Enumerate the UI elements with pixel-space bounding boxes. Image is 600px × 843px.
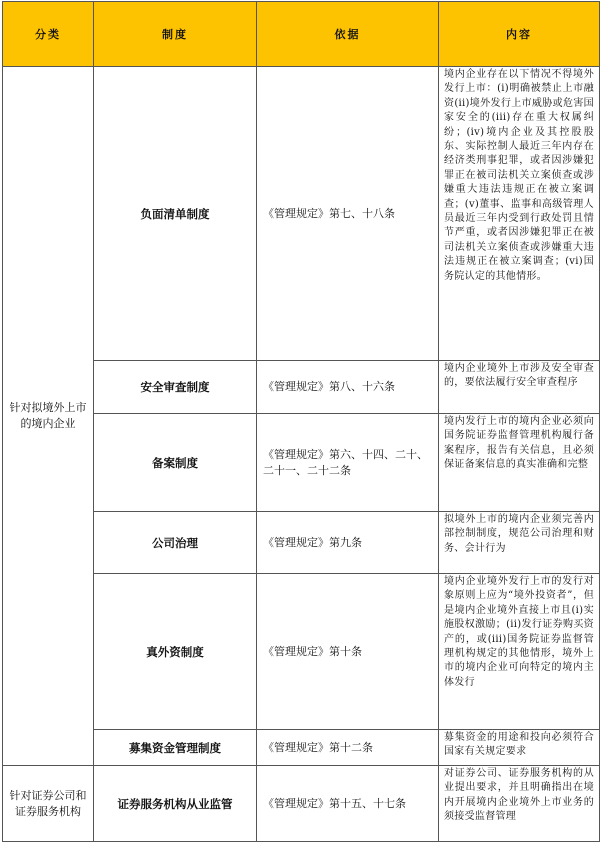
content-cell: 境内企业境外发行上市的发行对象原则上应为“境外投资者”，但是境内企业境外直接上市且(i)实施股权激励；(ii)发行证券购买资产的，或(iii)国务院证券监督管理机构规定的其他情形，境外上市的境内企业可向特定的境内主体发行	[439, 574, 600, 730]
content-cell: 境内企业境外上市涉及安全审查的，要依法履行安全审查程序	[439, 361, 600, 414]
system-cell: 安全审查制度	[94, 361, 257, 414]
table-row	[3, 766, 600, 842]
header-row	[3, 2, 600, 67]
header-content: 内容	[439, 2, 600, 67]
basis-cell: 《管理规定》第十五、十七条	[257, 766, 439, 842]
basis-cell: 《管理规定》第十条	[257, 574, 439, 730]
basis-cell: 《管理规定》第十二条	[257, 730, 439, 766]
basis-cell: 《管理规定》第八、十六条	[257, 361, 439, 414]
content-cell: 拟境外上市的境内企业须完善内部控制制度，规范公司治理和财务、会计行为	[439, 512, 600, 574]
content-cell: 境内发行上市的境内企业必须向国务院证券监督管理机构履行备案程序，报告有关信息，且必须保证备案信息的真实准确和完整	[439, 414, 600, 512]
content-cell: 对证券公司、证券服务机构的从业提出要求，并且明确指出在境内开展境内企业境外上市业务的须接受监督管理	[439, 766, 600, 842]
header-category: 分类	[3, 2, 94, 67]
system-cell: 证券服务机构从业监管	[94, 766, 257, 842]
header-system: 制度	[94, 2, 257, 67]
system-cell: 负面清单制度	[94, 67, 257, 361]
category-cell: 针对拟境外上市的境内企业	[3, 67, 94, 766]
system-cell: 募集资金管理制度	[94, 730, 257, 766]
system-cell: 备案制度	[94, 414, 257, 512]
table-row	[3, 67, 600, 361]
regulation-table	[2, 1, 600, 842]
category-cell: 针对证券公司和证券服务机构	[3, 766, 94, 842]
content-cell: 境内企业存在以下情况不得境外发行上市：(i)明确被禁止上市融资(ii)境外发行上市威胁或危害国家安全的(iii)存在重大权属纠纷；(iv)境内企业及其控股股东、实际控制人最近三年内存在经济类刑事犯罪，或者因涉嫌犯罪正在被司法机关立案侦查或涉嫌重大违法违规正在被立案调查；(v)董事、监事和高级管理人员最近三年内受到行政处罚且情节严重，或者因涉嫌犯罪正在被司法机关立案侦查或涉嫌重大违法违规正在被立案调查；(vi)国务院认定的其他情形。	[439, 67, 600, 361]
header-basis: 依据	[257, 2, 439, 67]
system-cell: 真外资制度	[94, 574, 257, 730]
basis-cell: 《管理规定》第九条	[257, 512, 439, 574]
basis-cell: 《管理规定》第七、十八条	[257, 67, 439, 361]
basis-cell: 《管理规定》第六、十四、二十、二十一、二十二条	[257, 414, 439, 512]
system-cell: 公司治理	[94, 512, 257, 574]
content-cell: 募集资金的用途和投向必须符合国家有关规定要求	[439, 730, 600, 766]
